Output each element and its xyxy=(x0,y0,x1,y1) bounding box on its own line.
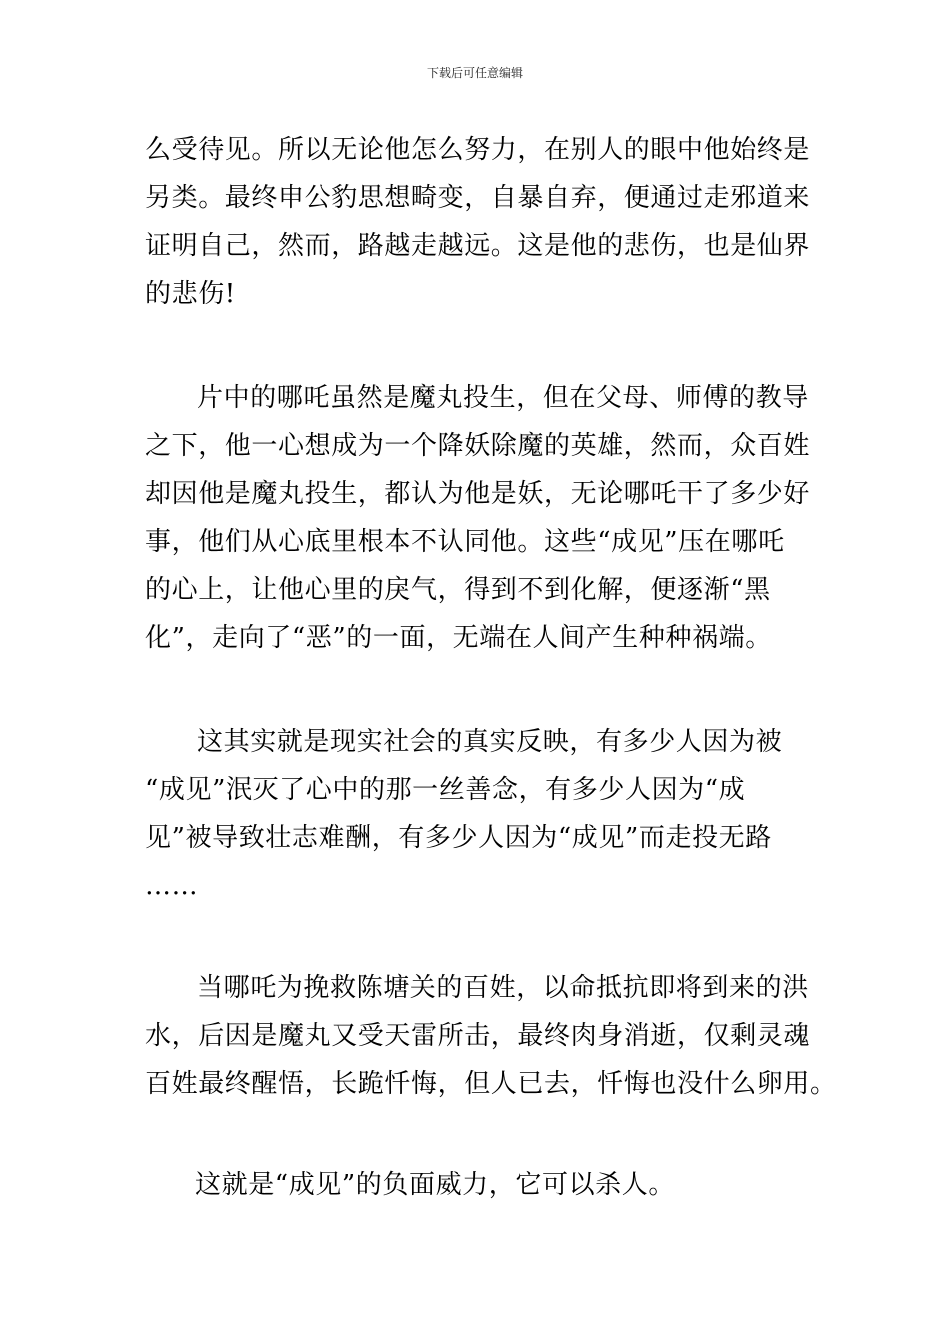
paragraph-line: 片中的哪吒虽然是魔丸投生，但在父母、师傅的教导 xyxy=(197,383,809,413)
paragraph-line: 证明自己，然而，路越走越远。这是他的悲伤，也是仙界 xyxy=(145,231,811,261)
paragraph-3 xyxy=(145,718,809,910)
paragraph-line: 百姓最终醒悟，长跪忏悔，但人已去，忏悔也没什么卵用。 xyxy=(145,1069,837,1099)
paragraph-line: 的悲伤! xyxy=(145,279,236,309)
paragraph-line: 当哪吒为挽救陈塘关的百姓，以命抵抗即将到来的洪 xyxy=(197,973,809,1003)
paragraph-line: 事，他们从心底里根本不认同他。这些“成见”压在哪吒 xyxy=(145,527,785,557)
paragraph-line: 之下，他一心想成为一个降妖除魔的英雄，然而，众百姓 xyxy=(145,431,811,461)
paragraph-line: …… xyxy=(145,871,199,901)
paragraph-5 xyxy=(145,1161,809,1209)
paragraph-line: 另类。最终申公豹思想畸变，自暴自弃，便通过走邪道来 xyxy=(145,183,811,213)
paragraph-line: 这其实就是现实社会的真实反映，有多少人因为被 xyxy=(197,727,783,757)
paragraph-line: 见”被导致壮志难酬，有多少人因为“成见”而走投无路 xyxy=(145,823,772,853)
paragraph-line: 的心上，让他心里的戾气，得到不到化解，便逐渐“黑 xyxy=(145,575,771,605)
paragraph-line: 这就是“成见”的负面威力，它可以杀人。 xyxy=(195,1170,675,1200)
paragraph-1 xyxy=(145,126,809,318)
paragraph-2 xyxy=(145,374,809,662)
paragraph-line: 么受待见。所以无论他怎么努力，在别人的眼中他始终是 xyxy=(145,135,811,165)
paragraph-line: 却因他是魔丸投生，都认为他是妖，无论哪吒干了多少好 xyxy=(145,479,811,509)
paragraph-line: 水，后因是魔丸又受天雷所击，最终肉身消逝，仅剩灵魂 xyxy=(145,1021,811,1051)
page-header: 下载后可任意编辑 xyxy=(426,66,523,80)
paragraph-line: “成见”泯灭了心中的那一丝善念，有多少人因为“成 xyxy=(145,775,746,805)
paragraph-line: 化”，走向了“恶”的一面，无端在人间产生种种祸端。 xyxy=(145,623,772,653)
paragraph-4 xyxy=(145,964,837,1108)
